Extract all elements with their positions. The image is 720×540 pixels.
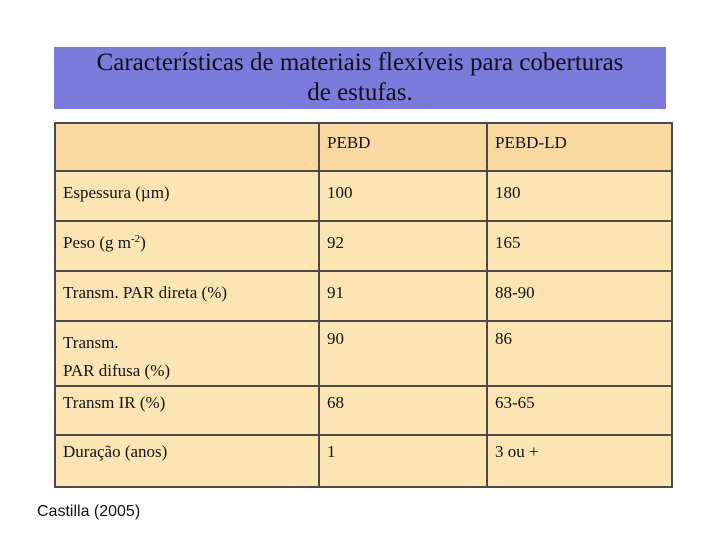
- pebd-value: 92: [319, 221, 487, 271]
- table-row: [55, 271, 672, 321]
- row-label-suffix: ): [140, 233, 146, 252]
- pebd-ld-value: 165: [487, 221, 672, 271]
- header-cell-pebd-ld: PEBD-LD: [487, 123, 672, 171]
- pebd-value: 68: [319, 386, 487, 435]
- row-label: Transm. PAR direta (%): [55, 271, 319, 321]
- row-label: Espessura (µm): [55, 171, 319, 221]
- pebd-value: 100: [319, 171, 487, 221]
- table-row: [55, 321, 672, 386]
- source-citation: Castilla (2005): [37, 503, 141, 520]
- pebd-ld-value: 88-90: [487, 271, 672, 321]
- pebd-value: 90: [319, 321, 487, 386]
- row-label-prefix: Peso (g m: [63, 233, 131, 252]
- slide-title: [54, 47, 666, 109]
- table-row: [55, 171, 672, 221]
- header-cell-pebd: PEBD: [319, 123, 487, 171]
- row-label-superscript: -2: [131, 233, 141, 245]
- materials-table: [54, 122, 673, 488]
- table-row: [55, 221, 672, 271]
- table-row: [55, 435, 672, 487]
- pebd-ld-value: 180: [487, 171, 672, 221]
- header-cell-empty: [55, 123, 319, 171]
- pebd-ld-value: 86: [487, 321, 672, 386]
- table-header-row: [55, 123, 672, 171]
- pebd-ld-value: 63-65: [487, 386, 672, 435]
- row-label: [55, 221, 319, 271]
- table-row: [55, 386, 672, 435]
- row-label-line-1: Transm.: [63, 333, 119, 352]
- title-line-2: de estufas.: [307, 79, 413, 106]
- pebd-value: 91: [319, 271, 487, 321]
- pebd-value: 1: [319, 435, 487, 487]
- pebd-ld-value: 3 ou +: [487, 435, 672, 487]
- row-label: Duração (anos): [55, 435, 319, 487]
- row-label: Transm IR (%): [55, 386, 319, 435]
- row-label-line-2: PAR difusa (%): [63, 361, 171, 380]
- row-label: [55, 321, 319, 386]
- title-line-1: Características de materiais flexíveis para coberturas: [96, 49, 624, 76]
